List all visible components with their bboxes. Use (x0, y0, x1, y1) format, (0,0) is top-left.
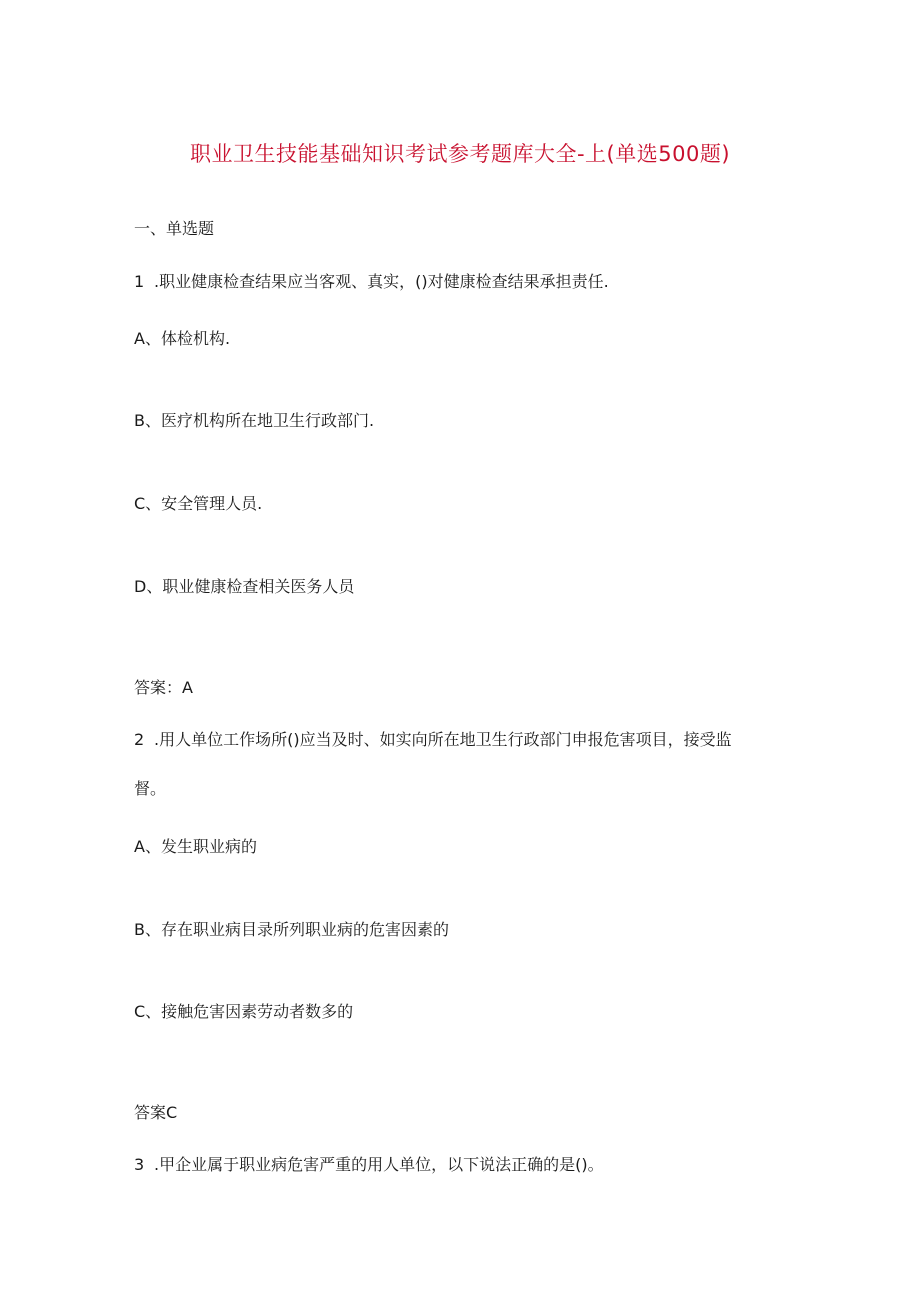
question-text-line-1: .用人单位工作场所()应当及时、如实向所在地卫生行政部门申报危害项目，接受监 (154, 730, 732, 749)
question-number: 1 (134, 272, 145, 291)
q1-answer: 答案：A (134, 678, 193, 697)
question-3 (134, 1155, 604, 1175)
q2-option-c: C、接触危害因素劳动者数多的 (134, 1002, 354, 1021)
question-1 (134, 272, 609, 292)
section-heading: 一、单选题 (134, 219, 215, 238)
question-2 (134, 730, 732, 750)
q1-option-a: A、体检机构. (134, 329, 231, 348)
q2-option-b: B、存在职业病目录所列职业病的危害因素的 (134, 920, 449, 939)
page-title: 职业卫生技能基础知识考试参考题库大全-上(单选500题) (189, 142, 731, 166)
q1-option-c: C、安全管理人员. (134, 494, 263, 513)
q2-option-a: A、发生职业病的 (134, 837, 257, 856)
question-text: .职业健康检查结果应当客观、真实，()对健康检查结果承担责任. (154, 272, 609, 291)
q1-option-b: B、医疗机构所在地卫生行政部门. (134, 411, 375, 430)
question-text: .甲企业属于职业病危害严重的用人单位，以下说法正确的是()。 (154, 1155, 604, 1174)
question-text-line-2: 督。 (134, 779, 167, 798)
q2-answer: 答案C (134, 1103, 178, 1122)
question-number: 3 (134, 1155, 145, 1174)
q1-option-d: D、职业健康检查相关医务人员 (134, 577, 355, 596)
question-number: 2 (134, 730, 145, 749)
